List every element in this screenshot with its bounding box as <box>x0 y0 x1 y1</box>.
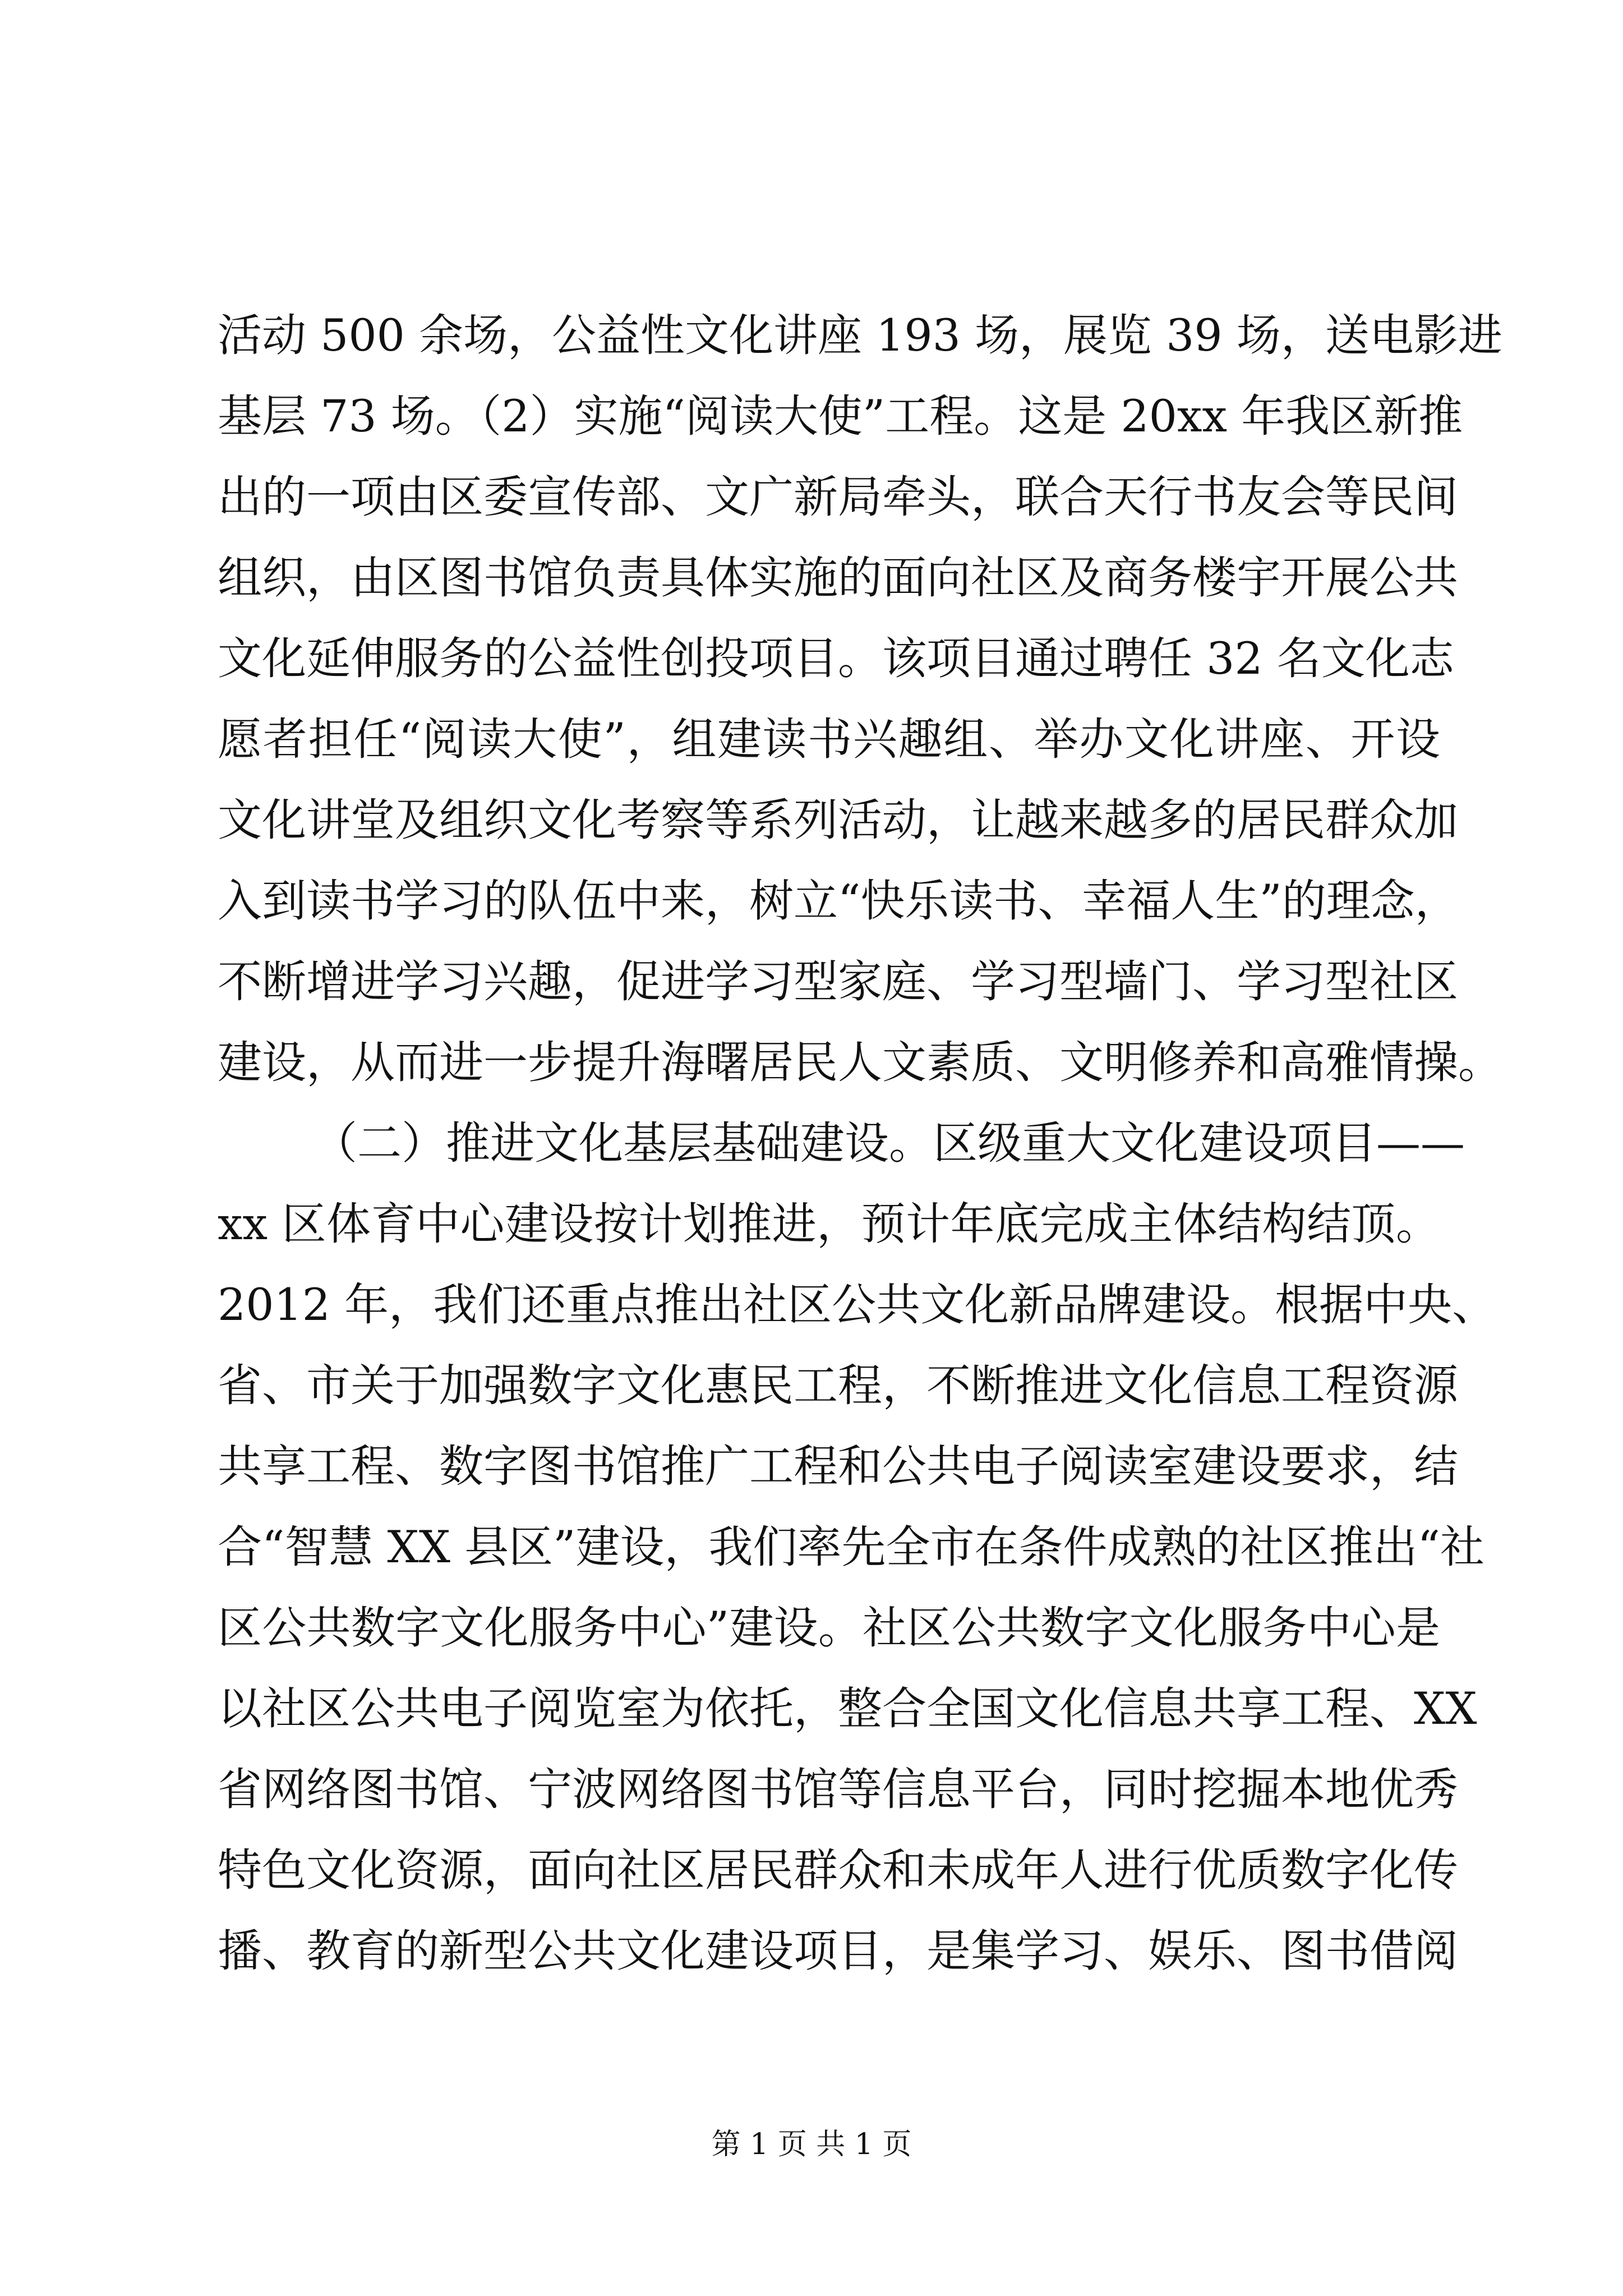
text-line: 共享工程、数字图书馆推广工程和公共电子阅读室建设要求，结 <box>218 1441 1458 1492</box>
text-line: 建设，从而进一步提升海曙居民人文素质、文明修养和高雅情操。 <box>218 1037 1502 1088</box>
text-line: 不断增进学习兴趣，促进学习型家庭、学习型墙门、学习型社区 <box>218 956 1458 1007</box>
section-heading-line: （二）推进文化基层基础建设。区级重大文化建设项目—— <box>313 1117 1465 1169</box>
text-line: 省网络图书馆、宁波网络图书馆等信息平台，同时挖掘本地优秀 <box>218 1764 1458 1815</box>
text-line: 活动 500 余场，公益性文化讲座 193 场，展览 39 场，送电影进 <box>218 310 1502 361</box>
text-line: 出的一项由区委宣传部、文广新局牵头，联合天行书友会等民间 <box>218 471 1458 523</box>
text-line: 以社区公共电子阅览室为依托，整合全国文化信息共享工程、XX <box>218 1683 1477 1734</box>
document-body <box>218 295 1502 1991</box>
text-line: 区公共数字文化服务中心”建设。社区公共数字文化服务中心是 <box>218 1602 1440 1654</box>
page-number-footer: 第 1 页 共 1 页 <box>711 2128 912 2161</box>
text-line: xx 区体育中心建设按计划推进，预计年底完成主体结构结顶。 <box>218 1198 1440 1250</box>
text-line: 特色文化资源，面向社区居民群众和未成年人进行优质数字化传 <box>218 1844 1458 1896</box>
text-line: 文化延伸服务的公益性创投项目。该项目通过聘任 32 名文化志 <box>218 633 1454 684</box>
text-line: 合“智慧 XX 县区”建设，我们率先全市在条件成熟的社区推出“社 <box>218 1521 1484 1573</box>
text-line: 2012 年，我们还重点推出社区公共文化新品牌建设。根据中央、 <box>218 1279 1497 1331</box>
text-line: 基层 73 场。（2）实施“阅读大使”工程。这是 20xx 年我区新推 <box>218 390 1463 442</box>
text-line: 文化讲堂及组织文化考察等系列活动，让越来越多的居民群众加 <box>218 794 1458 846</box>
text-line: 愿者担任“阅读大使”，组建读书兴趣组、举办文化讲座、开设 <box>218 714 1440 765</box>
text-line: 播、教育的新型公共文化建设项目，是集学习、娱乐、图书借阅 <box>218 1925 1458 1977</box>
text-line: 入到读书学习的队伍中来，树立“快乐读书、幸福人生”的理念， <box>218 875 1459 927</box>
text-line: 省、市关于加强数字文化惠民工程，不断推进文化信息工程资源 <box>218 1360 1458 1411</box>
text-line: 组织，由区图书馆负责具体实施的面向社区及商务楼宇开展公共 <box>218 552 1458 604</box>
